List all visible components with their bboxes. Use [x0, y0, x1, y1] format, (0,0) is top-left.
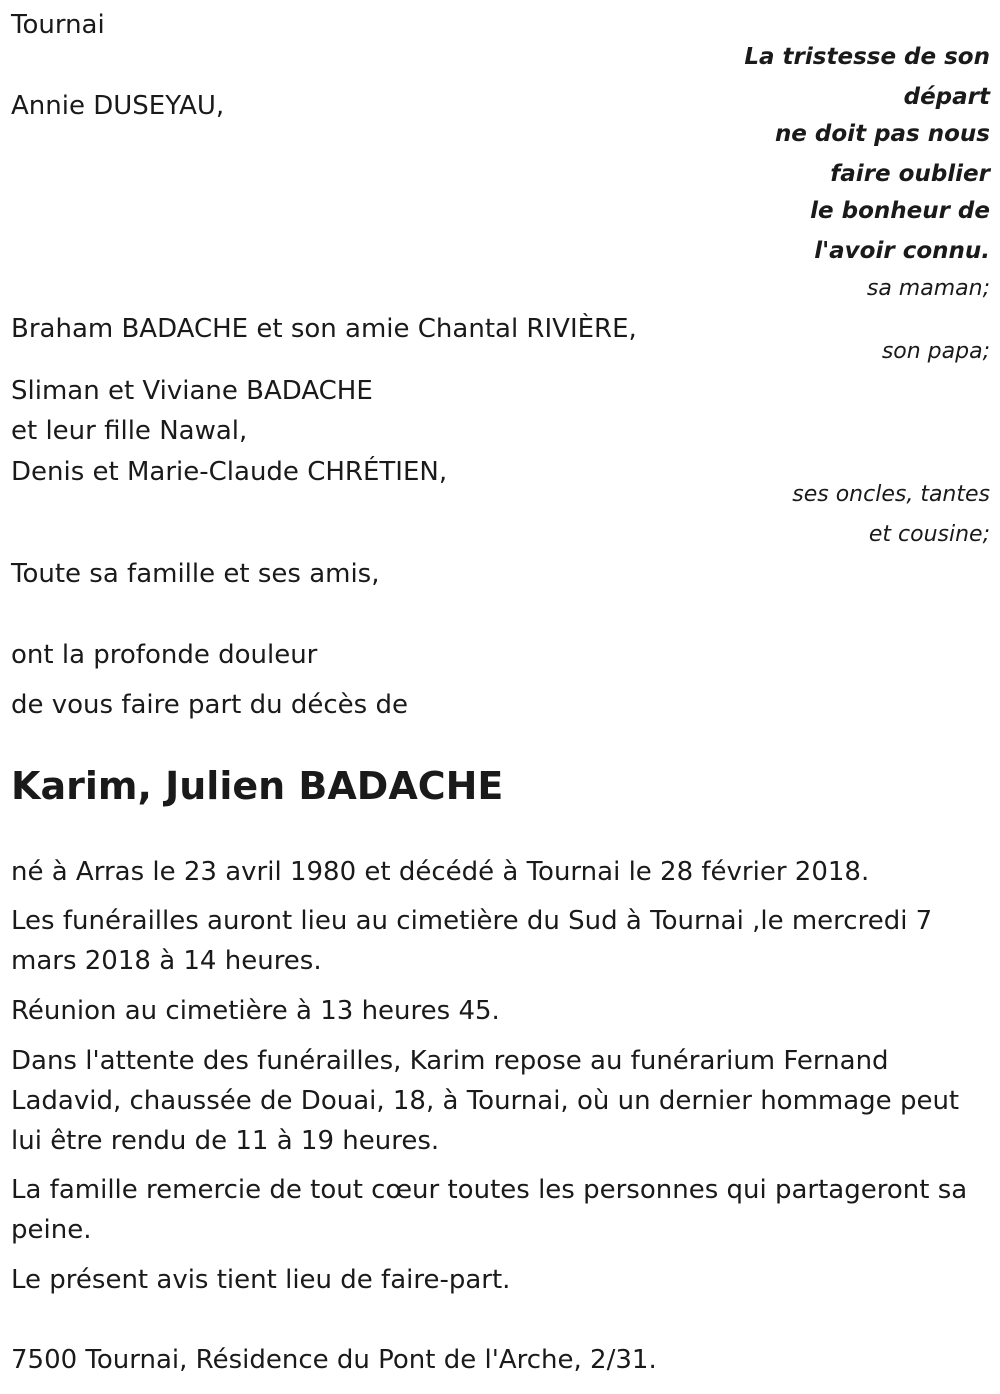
mother-role: sa maman;	[866, 276, 990, 301]
announcement-line: ont la profonde douleur	[11, 640, 318, 670]
relative-line: Sliman et Viviane BADACHE	[11, 376, 373, 406]
relatives-role: ses oncles, tantes	[792, 482, 990, 507]
city-heading: Tournai	[11, 10, 105, 40]
address-line: 7500 Tournai, Résidence du Pont de l'Arche, 2/31.	[11, 1345, 657, 1375]
quote-line: l'avoir connu.	[814, 238, 990, 264]
meeting-info: Réunion au cimetière à 13 heures 45.	[11, 996, 500, 1026]
quote-line: le bonheur de	[810, 198, 990, 224]
birth-death-line: né à Arras le 23 avril 1980 et décédé à Tournai le 28 février 2018.	[11, 857, 870, 887]
thanks-line: La famille remercie de tout cœur toutes les personnes qui partageront sa peine.	[11, 1175, 968, 1245]
quote-line: faire oublier	[830, 161, 990, 187]
funeral-info: Les funérailles auront lieu au cimetière du Sud à Tournai ,le mercredi 7 mars 2018 à 14 heures.	[11, 906, 933, 976]
others-line: Toute sa famille et ses amis,	[11, 559, 380, 589]
father-name: Braham BADACHE et son amie Chantal RIVIÈRE,	[11, 314, 637, 344]
viewing-info: Dans l'attente des funérailles, Karim repose au funérarium Fernand Ladavid, chaussée de Douai, 18, à Tournai, où un dernier hommage peut lui être rendu de 11 à 19 heures.	[11, 1046, 960, 1156]
mother-name: Annie DUSEYAU,	[11, 91, 225, 121]
notice-line: Le présent avis tient lieu de faire-part.	[11, 1265, 511, 1295]
quote-line: ne doit pas nous	[774, 121, 990, 147]
deceased-name: Karim, Julien BADACHE	[11, 764, 504, 808]
relative-line: et leur fille Nawal,	[11, 416, 248, 446]
father-role: son papa;	[881, 339, 990, 364]
announcement-line: de vous faire part du décès de	[11, 690, 408, 720]
relative-line: Denis et Marie-Claude CHRÉTIEN,	[11, 457, 448, 487]
relatives-role: et cousine;	[868, 522, 990, 547]
quote-line: La tristesse de son	[744, 44, 990, 70]
quote-line: départ	[903, 84, 990, 110]
